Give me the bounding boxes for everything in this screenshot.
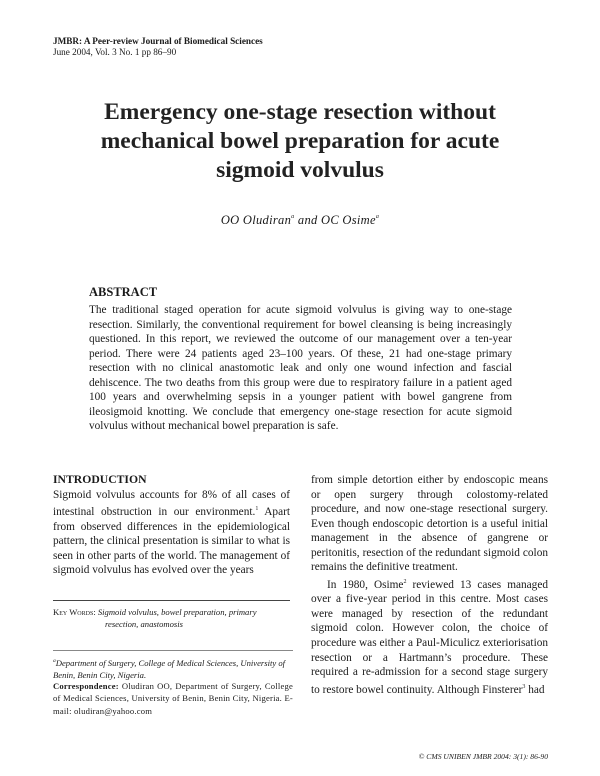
intro-text-a: Sigmoid volvulus accounts for 8% of all cases of intestinal obstruction in our environment. — [53, 488, 290, 519]
correspondence-note — [53, 680, 293, 717]
keywords-text-1: Sigmoid volvulus, bowel preparation, primary — [95, 607, 257, 617]
right-column — [311, 473, 548, 697]
introduction-heading: INTRODUCTION — [53, 473, 147, 486]
intro-text-b: Apart from observed differences in the epidemiological pattern, the clinical presentation is similar to what is seen in other parts of the world. The management of sigmoid volvulus has evolved over the years — [53, 506, 290, 577]
copyright-footer: © CMS UNIBEN JMBR 2004: 3(1): 86-90 — [418, 752, 548, 761]
author-1-affil: a — [291, 214, 295, 220]
journal-header — [53, 36, 263, 58]
left-column — [53, 473, 290, 578]
right-paragraph-1: from simple detortion either by endoscopic means or open surgery through colostomy-related procedure, and now one-stage resectional surgery. Even though endoscopic detortion is a useful initial management in the absence of gangrene or peritonitis, resection of the redundant sigmoid colon remains the definitive treatment. — [311, 474, 548, 574]
abstract-heading: ABSTRACT — [89, 285, 158, 299]
author-1: OO Oludiran — [220, 213, 292, 227]
title-line-1: Emergency one-stage resection without — [104, 99, 496, 125]
right-text-a: In 1980, Osime — [327, 578, 404, 591]
author-conjunction: and — [297, 213, 318, 227]
title-line-3: sigmoid volvulus — [216, 157, 384, 183]
correspondence-text: Oludiran OO, Department of Surgery, College of Medical Sciences, University of Benin, Benin City, Nigeria. E-mail: oludiran@yahoo.com — [53, 681, 293, 716]
keywords-text-2: resection, anastomosis — [105, 619, 183, 630]
author-2-affil: a — [375, 214, 380, 220]
affiliation-note — [53, 650, 293, 682]
citation-2: 2 — [403, 578, 407, 585]
affiliation-marker: a — [53, 658, 56, 664]
keywords-box — [53, 600, 290, 631]
right-text-b: reviewed 13 cases managed over a five-year period in this centre. Most cases were managed by resection of the redundant sigmoid colon. However colon, the choice of procedure was either a Paul-Miculicz exteriorisation resection or a Hartmann’s procedure. These required a re-admission for a second stage surgery to restore bowel continuity. Although Finsterer — [311, 578, 548, 696]
author-list — [0, 213, 600, 228]
citation-1: 1 — [255, 506, 259, 513]
journal-name: JMBR: A Peer-review Journal of Biomedical Sciences — [53, 36, 263, 46]
abstract-text: The traditional staged operation for acute sigmoid volvulus is giving way to one-stage resection. Similarly, the conventional requirement for bowel cleansing is being increasingly questioned. In this report, we reviewed the outcome of our management over a ten-year period. There were 24 patients aged 23–100 years. Of these, 21 had one-stage primary resection with no clinical anastomotic leak and only one wound infection and fascial dehiscence. The two deaths from this group were due to respiratory failure in a patient aged 100 years and overwhelming sepsis in a younger patient with bowel gangrene from ileosigmoid knotting. We conclude that emergency one-stage resection for acute sigmoid volvulus without mechanical bowel preparation is safe. — [89, 304, 512, 433]
introduction-paragraph — [53, 488, 290, 578]
right-paragraph-2 — [311, 575, 548, 697]
correspondence-label: Correspondence: — [53, 681, 119, 691]
affiliation-text: Department of Surgery, College of Medical Sciences, University of Benin, Benin City, Nigeria. — [53, 658, 286, 681]
right-text-c: had — [525, 683, 545, 696]
author-2: OC Osime — [321, 213, 376, 227]
citation-3: 3 — [522, 683, 526, 690]
title-line-2: mechanical bowel preparation for acute — [100, 128, 500, 154]
keywords-label: Key Words: — [53, 607, 96, 617]
journal-issue: June 2004, Vol. 3 No. 1 pp 86–90 — [53, 47, 177, 57]
article-title — [60, 98, 540, 185]
